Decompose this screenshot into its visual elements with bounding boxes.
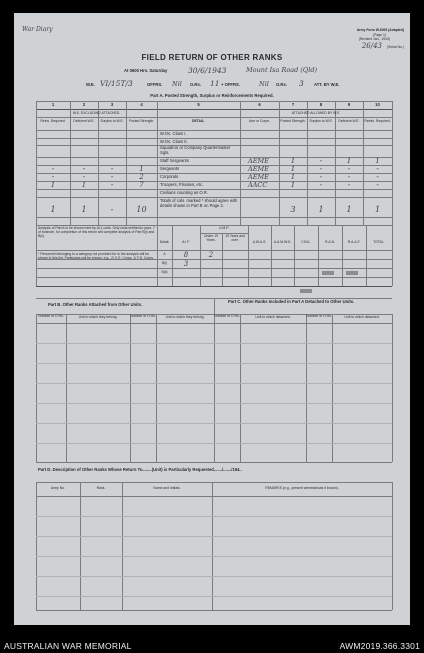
cell-value: - <box>110 181 114 189</box>
detail-row: Troopers, Privates, etc. <box>160 182 204 187</box>
serial-label: (Serial No.) <box>386 45 404 49</box>
part-b-header: Unit to which they belong. <box>165 315 205 319</box>
cell-value: - <box>376 165 379 173</box>
cell-value: - <box>319 173 323 181</box>
total-value: 1 <box>81 205 87 214</box>
analysis-value: 2 <box>208 251 214 259</box>
attached-allowed-header: ATTACHED ALLOWED BY W.E. <box>291 111 341 115</box>
arm-value: AEME <box>248 173 269 181</box>
analysis-header: R.A.N. <box>325 240 335 244</box>
total-value: - <box>110 205 114 214</box>
col-number: 5 <box>197 102 200 107</box>
cell-value: - <box>51 173 55 181</box>
place-value: Mount Isa Road (Qld) <box>246 66 318 74</box>
analysis-header: 19 Years and over. <box>225 234 245 242</box>
cell-value: 2 <box>139 173 144 181</box>
date-value: 30/6/1943 <box>188 66 227 75</box>
detail-row: Corporals <box>160 174 179 179</box>
att-label: ATT. BY W.E. <box>314 82 340 87</box>
col-header: Arm or Corps. <box>248 119 271 123</box>
part-d-header: REMARKS (e.g., present whereabouts if known). <box>265 486 339 490</box>
col-header: Reinfs. Required. <box>364 119 391 123</box>
ors-label: O.Rs. <box>190 82 201 87</box>
col-header: Posted Strength. <box>128 119 155 123</box>
total-value: 1 <box>374 205 381 214</box>
cell-value: 1 <box>375 157 380 165</box>
form-page: (Page 1) <box>372 33 386 37</box>
total-value: 3 <box>290 205 296 214</box>
part-b-header: Unit to which they belong. <box>78 315 118 319</box>
form-title: FIELD RETURN OF OTHER RANKS <box>141 53 283 62</box>
analysis-header: TOTAL. <box>373 240 385 244</box>
we-label: W.E. <box>86 82 95 87</box>
cell-value: 1 <box>290 181 296 189</box>
col-header: Posted Strength. <box>280 119 306 123</box>
cell-value: - <box>376 181 379 189</box>
analysis-row-label: A <box>163 252 166 256</box>
detail-row: Staff Sergeants <box>160 158 189 163</box>
part-a-title: Part A. Posted Strength, Surplus or Reinforcements Required. <box>150 93 274 98</box>
cell-value: 1 <box>81 181 87 189</box>
part-c-header: Number of O.Rs. <box>214 314 240 318</box>
cell-value: - <box>82 173 86 181</box>
cell-value: 1 <box>139 165 144 173</box>
analysis-header: Detail. <box>159 240 170 244</box>
part-b-header: Number of O.Rs. <box>130 314 156 318</box>
detail-header: DETAIL. <box>192 119 205 123</box>
analysis-value: 8 <box>183 251 189 259</box>
cell-value: 1 <box>346 157 352 165</box>
part-b-title: Part B. Other Ranks Attached from Other Units. <box>48 302 143 307</box>
detail-row: Squadron or Company Quartermaster Sgts. <box>160 145 231 155</box>
stamp-box <box>300 289 312 293</box>
analysis-header: A.A.M.W.S. <box>273 240 292 244</box>
arm-value: AEME <box>248 157 269 165</box>
offrs2-value: Nil <box>259 80 269 88</box>
col-number: 10 <box>375 102 380 107</box>
archive-label: War Diary <box>22 26 53 33</box>
col-number: 7 <box>291 102 295 107</box>
analysis-header: CIVIL. <box>301 240 311 244</box>
col-header: Surplus to W.E. <box>100 119 124 123</box>
total-value: 1 <box>50 205 56 214</box>
detail-row: W.Os. Class II. <box>160 139 188 144</box>
analysis-row-label: B(i) <box>161 261 168 265</box>
total-value: 1 <box>346 205 352 214</box>
cell-value: - <box>51 165 55 173</box>
form-revised: (Revised Jan., 1943) <box>358 37 390 41</box>
analysis-header: A.I.F. <box>182 240 190 244</box>
detail-row: Sergeants <box>160 166 180 171</box>
ors-value: 11 <box>210 79 220 88</box>
part-c-header: Unit to which detached. <box>255 315 291 319</box>
ors2-label: O.Rs. <box>276 82 287 87</box>
form-sheet <box>14 13 410 625</box>
personnel-note: * Personnel belonging to a category not provided for in the analysis will be shown in this list. Particulars will be shown, e.g., 2/ C.E. Corps, 1/ F.S. Corps. <box>38 252 154 260</box>
cell-value: 1 <box>50 181 56 189</box>
total-value: 1 <box>318 205 324 214</box>
footer-accession: AWM2019.366.3301 <box>339 641 420 651</box>
col-number: 1 <box>51 102 55 107</box>
ors2-value: 3 <box>299 79 304 88</box>
cell-value: - <box>347 173 351 181</box>
cell-value: - <box>319 157 323 165</box>
we-excluding-header: W.E. EXCLUDING ATTACHED. <box>72 111 121 115</box>
analysis-header: R.A.A.F. <box>347 240 361 244</box>
col-number: 2 <box>82 102 86 107</box>
serial-value: 26/43 <box>361 42 382 50</box>
detail-row: W.Os. Class I. <box>160 131 187 136</box>
ump-label: U.M.P. <box>219 226 229 230</box>
part-d-title: Part D. Description of Other Ranks Whose Return To........(Unit) is Particularly Requested......./......./194.. <box>38 467 242 472</box>
stamp-box <box>346 271 358 275</box>
arm-value: AACC <box>248 181 268 189</box>
col-number: 9 <box>347 102 351 107</box>
detail-row: Totals of cols. marked * should agree with details shown in Part B on Page 2. <box>160 198 238 208</box>
part-b-header: Number of O.Rs. <box>38 314 64 318</box>
cell-value: - <box>319 165 323 173</box>
cell-value: - <box>110 165 114 173</box>
col-header: Reins. Required. <box>40 119 66 123</box>
analysis-header: Under 19 Years. <box>204 234 218 242</box>
analysis-value: 3 <box>183 260 189 268</box>
cell-value: - <box>376 173 379 181</box>
offrs-label: OFFRS. <box>147 82 163 87</box>
analysis-note: Analysis of Part A to be shown here by ALL units. Only units entitled to para. 7 of footnote, for completion of this return will complete analysis of Part B(i) and B(ii). <box>38 226 155 238</box>
part-d-header: Army No. <box>50 486 66 490</box>
cell-value: 7 <box>139 181 144 189</box>
footer-institution: AUSTRALIAN WAR MEMORIAL <box>4 641 132 651</box>
part-c-header: Unit to which detached. <box>344 315 380 319</box>
arm-value: AEME <box>248 165 269 173</box>
analysis-row-label: B(ii) <box>161 270 168 274</box>
col-number: 3 <box>110 102 114 107</box>
stamp-box <box>322 271 334 275</box>
cell-value: - <box>82 165 86 173</box>
analysis-header: A.W.A.S. <box>252 240 267 244</box>
col-header: Deficient W.E. <box>338 119 360 123</box>
cell-value: - <box>319 181 323 189</box>
cell-value: 1 <box>290 173 296 181</box>
col-number: 8 <box>319 102 323 107</box>
plus-offrs-label: + OFFRS. <box>221 82 240 87</box>
part-c-title: Part C. Other Ranks Included in Part A Detached to Other Units. <box>228 299 355 304</box>
cell-value: - <box>110 173 114 181</box>
offrs-value: Nil <box>172 80 182 88</box>
detail-row: Civilians counting as O.R. <box>160 190 208 195</box>
at-line-prefix: At 0600 Hrs. Saturday <box>124 68 168 73</box>
col-header: Deficient W.E. <box>73 119 95 123</box>
part-d-header: Name and Initials. <box>153 486 181 490</box>
part-c-header: Number of O.Rs. <box>306 314 332 318</box>
col-number: 6 <box>258 102 261 107</box>
col-number: 4 <box>140 102 143 107</box>
total-value: 10 <box>136 205 147 214</box>
cell-value: - <box>347 165 351 173</box>
cell-value: 1 <box>290 165 296 173</box>
cell-value: - <box>347 181 351 189</box>
we-value: VI/15T/3 <box>100 79 133 88</box>
col-header: Surplus to W.E. <box>309 119 333 123</box>
part-d-header: Rank. <box>96 486 106 490</box>
cell-value: 1 <box>290 157 296 165</box>
form-code: Army Form W.3009 (Adapted) <box>356 28 404 32</box>
